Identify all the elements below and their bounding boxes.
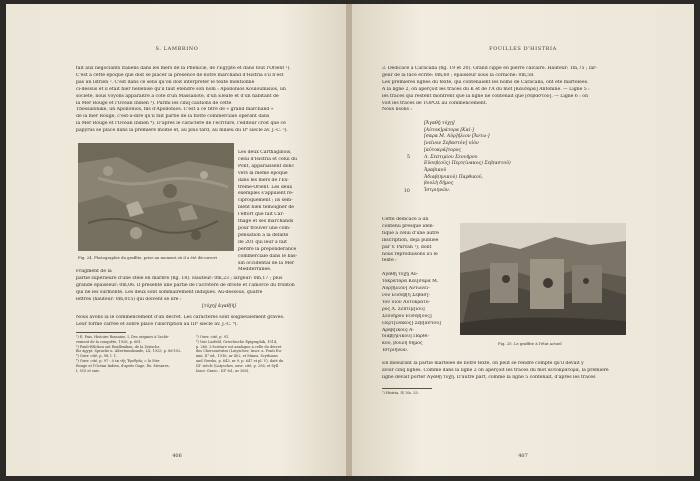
text-line: pensation à la défaite bbox=[238, 232, 289, 238]
text-line: nous reproduisons ici le bbox=[382, 251, 438, 257]
text-line: contenu presque iden- bbox=[382, 223, 435, 229]
text-line: Leur forme carrée et sobre place l'inscription au IIIᵉ siècle av. J.-C. ⁶). bbox=[76, 321, 238, 327]
footnote-line: ¹) E. Pais, Histoire Romaine, I, Des origines à l'achè- bbox=[76, 335, 170, 339]
left-side-column bbox=[238, 150, 318, 274]
inscription-line: [σαρα Μ. Αὐρ]ήλιον [Ἀντω-] bbox=[424, 134, 490, 140]
text-line: lettres (hauteur: 0m,015) qui doivent se lire : bbox=[76, 296, 182, 302]
text-line: celui d'Histria et celui du bbox=[238, 156, 297, 162]
left-footnotes-col2 bbox=[196, 335, 316, 373]
text-line: la Mer Rouge et l'Océan Indien ⁴). D'après le caractère de l'écriture, l'éditeur croit que ce bbox=[76, 121, 286, 127]
text-line: En mesurant la partie martelée de notre texte, on peut se rendre compte qu'il devait y bbox=[382, 361, 584, 366]
inscription-line: Λ. Σεπτιμίου Σεουήρου bbox=[424, 154, 478, 160]
text-line: Les deux Carthaginois, bbox=[238, 150, 292, 155]
text-line: par V. Pârvan ¹), dont bbox=[382, 244, 432, 250]
text-line: Ἀραβ[ικοῦ] Ἀ- bbox=[382, 327, 414, 333]
text-line: Nous lisons : bbox=[382, 107, 412, 113]
left-page bbox=[6, 4, 348, 476]
figure-25-caption: Fig. 25. Le graffite à l'état actuel bbox=[498, 341, 562, 346]
left-para-2 bbox=[76, 315, 314, 329]
text-line: νον Εὐσεβ[ῆ Σεβασ]- bbox=[382, 292, 430, 298]
text-line: l'effort que fait Car- bbox=[238, 212, 285, 218]
right-footnote: ¹) Histria, IV, No. 33. bbox=[382, 391, 419, 395]
text-line: les traces qui restent montrent que la ligne ne contenait que [σεβαστόν]. — Ligne 6 : on bbox=[382, 93, 589, 99]
left-page-number: 406 bbox=[172, 453, 182, 459]
inscription-line: [Ἀγαθῇ τύχῃ] bbox=[424, 121, 455, 126]
text-line: qui ne les surmonte. Les deux sont sommairement indiqués. Au-dessous, quatre bbox=[76, 289, 263, 295]
footnote-line: Inscr. Graec., III³ éd., nr 360). bbox=[196, 368, 250, 373]
text-line: Ἰστριηνῶν. bbox=[382, 348, 409, 354]
right-page bbox=[352, 4, 694, 476]
text-line: ligne devait porter Ἀγαθῇ τύχῃ. D'autre part, comme la ligne 5 contenait, d'après les traces bbox=[382, 374, 596, 380]
right-intro-paragraph bbox=[382, 66, 628, 114]
inscription-line: Εὐσεβ(οῦς) Περτ(ίνακος) Σεβ(αστοῦ) bbox=[424, 161, 511, 167]
text-line bbox=[382, 265, 456, 272]
text-line: dans les mers de l'Ex- bbox=[238, 177, 289, 183]
inscription-line: [αὐτοκρά]τορος bbox=[424, 147, 461, 153]
right-page-number: 407 bbox=[518, 453, 528, 459]
footnote-line: p. 260. L'écriture est analogue à celle du décret bbox=[196, 344, 282, 349]
text-line: de 201 qui leur a fait bbox=[238, 239, 287, 245]
text-line: exemples s'appuient ré- bbox=[238, 191, 294, 197]
footnote-line: xini, II¹ ed., 1916, nr 402, et Minns, Scythians bbox=[196, 354, 278, 359]
text-line: Les premières lignes du texte, qui contenaient les noms de Caracalla, ont été martelées. bbox=[382, 79, 589, 85]
text-line: voit les traces de TOPOΣ au commencement. bbox=[382, 100, 488, 106]
text-line: τοκράτορα Καί[σαρα Μ. bbox=[382, 279, 439, 285]
text-line: Αὐρ]ήλιον] Ἀντωνεῖ- bbox=[382, 286, 430, 292]
text-line: διαβ[ηνικοῦ] Παρθι- bbox=[382, 334, 430, 340]
text-line: perdre la prépondérance bbox=[238, 246, 297, 252]
inscription-line: [Αὐτοκ]ράτορα [Καί-] bbox=[424, 127, 474, 133]
stone-texture-image bbox=[78, 143, 234, 251]
footnote-line: ⁵) Ouvr. cité, p. 91. bbox=[196, 335, 230, 339]
text-line: Ἀγαθῇ τύχῃ Αὐ- bbox=[382, 272, 419, 278]
text-line: trême-Orient. Les deux bbox=[238, 184, 293, 190]
text-line: Thessalonikè, un Apollonios, fils d'Apollonios. C'est à ce titre de « grand marchand » bbox=[76, 107, 274, 113]
text-line: ciproquement ; ils sem- bbox=[238, 198, 293, 204]
footnote-line: ⁶) Voir Larfeld, Griechische Epigraphik, 1914, bbox=[196, 339, 278, 344]
text-line: la Mer Rouge et l'Océan Indien ³). Parmi les cinq cautions de cette bbox=[76, 100, 232, 106]
text-line: Fragment de la bbox=[76, 269, 112, 274]
site-photo-image bbox=[460, 223, 626, 335]
right-running-head: FOUILLES D'HISTRIA bbox=[489, 46, 557, 52]
footnote-line: IIIᵉ siècle (Latyschev, ouvr. cité, p. 256, et Syll. bbox=[196, 363, 280, 368]
text-line: partie supérieure d'une stèle en marbre (fig. 18). Hauteur: 0m,23 ; largeur: 0m,17 ; plus bbox=[76, 275, 283, 281]
graffiti-photo-figure-25 bbox=[460, 223, 626, 335]
text-line: Cette dédicace a un bbox=[382, 217, 429, 222]
footnote-line: I, 515 et suiv. bbox=[76, 368, 100, 373]
line-number-10: 10 bbox=[404, 189, 410, 194]
figure-24-caption: Fig. 24. Photographie du graffite, prise au moment où il a été découvert bbox=[78, 255, 218, 260]
inscription-line: Ἀραβικοῦ bbox=[424, 167, 447, 173]
inscription-line: [νεῖνον Σεβαστὸν] υἱὸν bbox=[424, 141, 479, 147]
right-footnote-separator bbox=[382, 388, 432, 389]
left-intro-paragraph bbox=[76, 66, 314, 135]
text-line: κοῦ, βουλὴ δῆμος bbox=[382, 341, 423, 347]
text-line: papyrus se place dans la première moitié et, au plus tard, au milieu du IIᵉ siècle av. J.-C. ⁵). bbox=[76, 128, 288, 134]
text-line: blent bien témoigner de bbox=[238, 205, 295, 211]
footnote-line: ³) Ouvr. cité, p. 98, l. 1. bbox=[76, 354, 118, 359]
text-line: tique à celui d'une autre bbox=[382, 230, 439, 236]
footnote-line: des Chersonésites (Latyschev, Inscr. a. Ponti Eu- bbox=[196, 349, 282, 354]
left-running-head: S. LAMBRINO bbox=[155, 46, 199, 52]
left-inscription-line: [τύχη] ἀγαθ[ὴ] bbox=[202, 304, 236, 309]
text-line: texte : bbox=[382, 258, 397, 264]
text-line: Nous avons là le commencement d'un décret. Les caractères sont soigneusement gravés. bbox=[76, 315, 285, 320]
graffiti-photo-figure-24 bbox=[78, 143, 234, 251]
text-line: A la ligne 2, on aperçoit les traces du K et de l'A du mot [Καίσαρα] Antonine. — Ligne 5 : bbox=[382, 86, 590, 92]
text-line: Méditerranée. bbox=[238, 267, 272, 273]
right-para-2 bbox=[382, 361, 628, 382]
left-lower-paragraph bbox=[76, 269, 314, 304]
text-line: ρος Λ. Σεπτιμ[ίου] bbox=[382, 306, 425, 312]
text-line: de la mer Rouge, c'est-à-dire qu'il fait partie de la flotte commerciale opérant dans bbox=[76, 114, 270, 120]
text-line: τὸν υἱὸν Αὐτοκράτο- bbox=[382, 299, 431, 305]
text-line: Σεουήρου Εὐσεβ[οῦς] bbox=[382, 313, 432, 319]
text-line: société, nous voyons apparaître à côté d'un Massaliote, d'un Eléate et d'un habitant de bbox=[76, 93, 279, 99]
text-line: pour trouver une com- bbox=[238, 225, 291, 231]
book-spread bbox=[6, 4, 694, 476]
footnote-line: für ägypt. Sprache u. Altertumskunde, LX, 1925, p. 86-102. bbox=[76, 349, 182, 354]
text-line: pas un Istrien ². C'est dans ce sens qu'on doit interpréter le texte mentionné bbox=[76, 79, 255, 85]
footnote-line: vement de la conquête, 1926, p. 681. bbox=[76, 339, 142, 344]
left-footnotes-col1 bbox=[76, 335, 192, 373]
footnote-separator bbox=[76, 332, 126, 333]
footnote-line: Rouge et l'Océan Indien, d'après Gage, Ex. Mesures, bbox=[76, 363, 170, 368]
text-line: inscription, déjà publiée bbox=[382, 237, 439, 243]
right-side-column bbox=[382, 217, 456, 355]
text-line: thage et ses marchands bbox=[238, 219, 294, 225]
text-line: Περτ[ίνακος] Σεβ[αστοῦ] bbox=[382, 320, 441, 326]
footnote-line: ²) Pauli-Wilcken ont Reallexikon, de la Zeitschr. bbox=[76, 344, 160, 349]
text-line: avoir cinq lignes. Comme dans la ligne 2 on aperçoit les traces du mot αὐτοκράτορα, la première bbox=[382, 367, 609, 373]
text-line: C'est à cette époque que doit se placer la présence de notre marchand d'Histria s'il n'est bbox=[76, 72, 284, 78]
inscription-line: Ἰστριηνῶν. bbox=[424, 188, 451, 194]
line-number-5: 5 bbox=[407, 155, 410, 160]
text-line: fait aux négociants italiens dans les mers de la Phénicie, de l'Egypte et dans tout l'Orient ¹). bbox=[76, 66, 291, 71]
inscription-line: Ἀδιαβ(ηνικοῦ) Παρθικοῦ, bbox=[424, 174, 484, 180]
right-inscription-block bbox=[424, 121, 511, 195]
inscription-line: βουλὴ δῆμος bbox=[424, 181, 454, 187]
text-line: sin occidental de la Mer bbox=[238, 260, 295, 266]
text-line: grande épaisseur: 0m,06. Il présente une partie de l'acrotère de droite et l'amorce du fronton bbox=[76, 282, 295, 288]
text-line: commerciale dans le bas- bbox=[238, 253, 298, 259]
text-line: vers la même époque bbox=[238, 170, 288, 176]
text-line: Pont, apparaissent donc bbox=[238, 163, 295, 169]
footnote-line: ⁴) Ouvr. cité, p. 97 : ὁ ἐκ τῆς Ἐρυθρᾶς = la Mer bbox=[76, 358, 160, 363]
text-line: 3. Dédicace à Caracalla (fig. 19 et 20). Grand cippe en pierre calcaire. Hauteur: 1m,75 ; lar- bbox=[382, 66, 597, 71]
text-line: geur de la face écrite: 0m,60 ; épaisseur sous la corniche: 0m,58. bbox=[382, 72, 535, 78]
footnote-line: and Greeks, p. 643, nr 9, p. 647 et pl. V), daté du bbox=[196, 358, 284, 363]
text-line: ci-dessus et il était hier hellénisé qu'il faut étendre son nom : Apollonios Kouloumisios, un bbox=[76, 86, 286, 92]
